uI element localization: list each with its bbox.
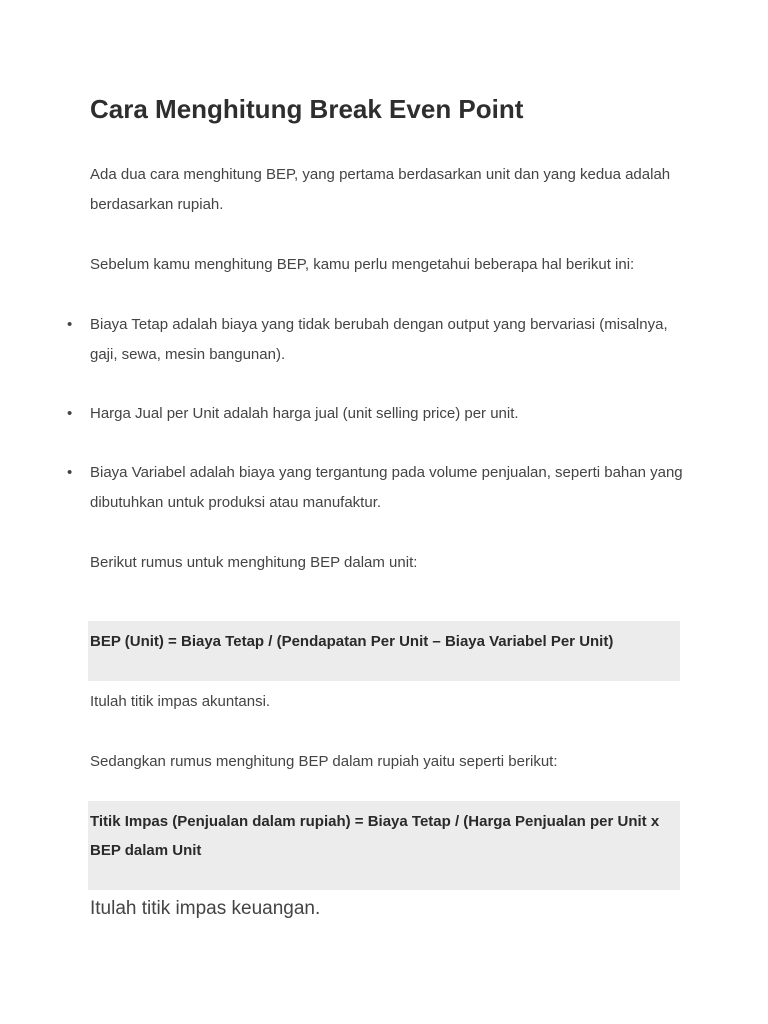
prerequisite-paragraph: Sebelum kamu menghitung BEP, kamu perlu mengetahui beberapa hal berikut ini: [90,256,635,273]
formula-rupiah: Titik Impas (Penjualan dalam rupiah) = Biaya Tetap / (Harga Penjualan per Unit x BEP dalam Unit [90,813,660,859]
bullet-marker: • [67,405,73,422]
list-item-fixed-cost: Biaya Tetap adalah biaya yang tidak berubah dengan output yang bervariasi (misalnya, gaji, sewa, mesin bangunan). [90,316,668,363]
formula-box-rupiah [88,801,680,890]
rupiah-formula-note: Itulah titik impas keuangan. [90,898,321,919]
list-item-unit-price: Harga Jual per Unit adalah harga jual (unit selling price) per unit. [90,405,519,422]
formula-box-unit [88,621,680,681]
intro-paragraph: Ada dua cara menghitung BEP, yang pertama berdasarkan unit dan yang kedua adalah berdasarkan rupiah. [90,166,671,213]
unit-formula-lead: Berikut rumus untuk menghitung BEP dalam unit: [90,554,418,571]
article-title: Cara Menghitung Break Even Point [90,94,524,124]
bullet-marker: • [67,316,73,333]
bullet-marker: • [67,464,73,481]
formula-unit: BEP (Unit) = Biaya Tetap / (Pendapatan Per Unit – Biaya Variabel Per Unit) [90,633,614,650]
list-item-variable-cost: Biaya Variabel adalah biaya yang tergantung pada volume penjualan, seperti bahan yang dibutuhkan untuk produksi atau manufaktur. [90,464,683,511]
unit-formula-note: Itulah titik impas akuntansi. [90,693,271,710]
rupiah-formula-lead: Sedangkan rumus menghitung BEP dalam rupiah yaitu seperti berikut: [90,753,558,770]
